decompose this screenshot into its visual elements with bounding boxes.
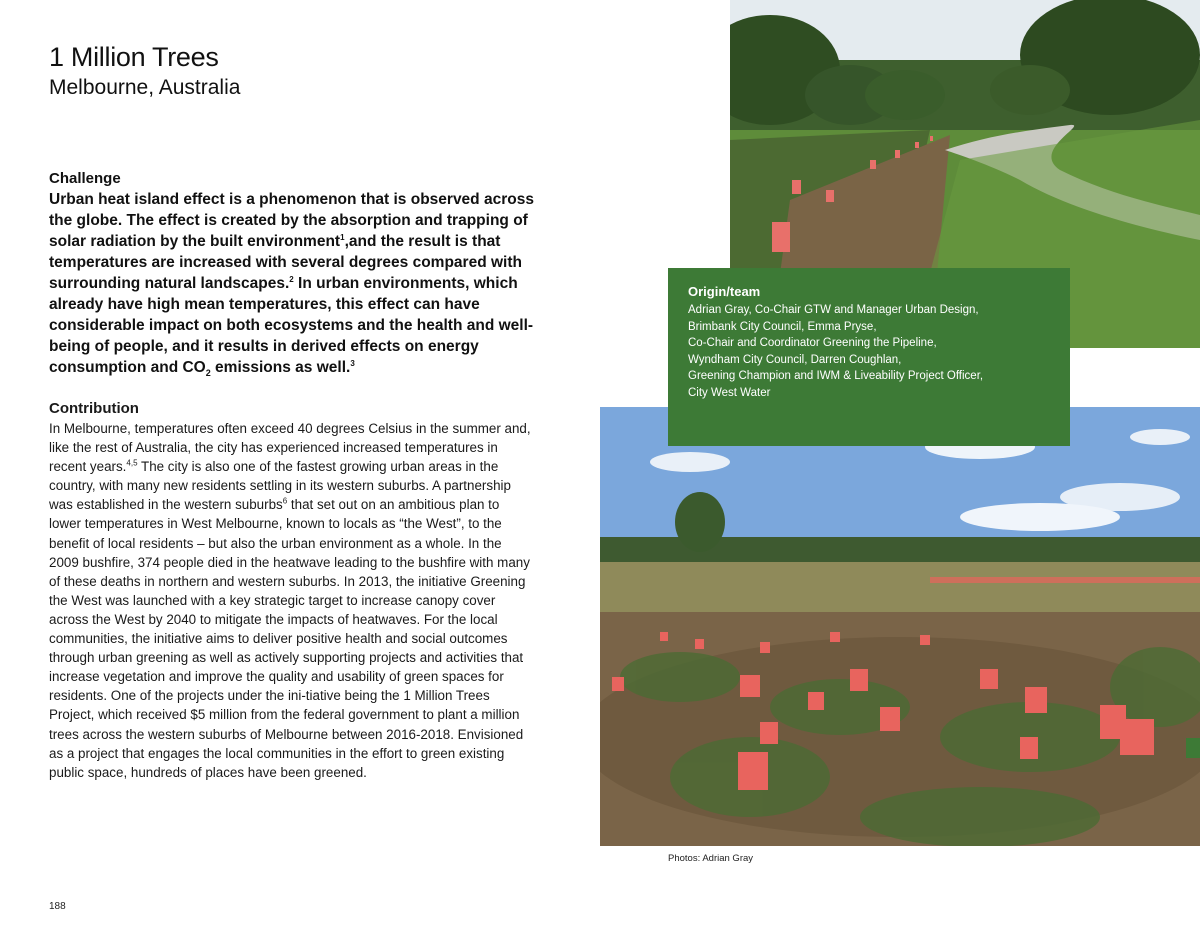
page-number: 188 <box>49 901 66 912</box>
challenge-text-4: emissions as well. <box>210 359 351 376</box>
footnote-ref-3: 3 <box>350 358 355 368</box>
contribution-body <box>49 419 535 782</box>
planted-field-illustration <box>600 407 1200 846</box>
photo-caption: Photos: Adrian Gray <box>668 853 754 864</box>
origin-team-line: City West Water <box>688 386 771 399</box>
origin-team-line: Co-Chair and Coordinator Greening the Pipeline, <box>688 337 937 350</box>
contribution-text-3: that set out on an ambitious plan to lower temperatures in West Melbourne, known to locals as “the West”, to the benefit of local residents – but also the urban environment as a whole. In the 2009 bushfire, 374 people died in the heatwave leading to the bushfire with many of these deaths in northern and western suburbs. In 2013, the initiative Greening the West was launched with a key strategic target to increase canopy cover across the West by 2040 to mitigate the impacts of heatwaves. For the local communities, the initiative aims to deliver positive health and social outcomes through urban greening as well as actively supporting projects and activities that increase vegetation and improve the quality and usability of green spaces for residents. One of the projects under the ini-tiative being the 1 Million Trees Project, which received $5 million from the federal government to plant a million trees across the western suburbs of Melbourne between 2016-2018. Envisioned as a project that engages the local communities in the effort to green existing public space, hundreds of places have been greened. <box>49 497 530 780</box>
green-edge-marker <box>1186 738 1200 758</box>
challenge-section <box>49 168 535 378</box>
footnote-ref-6: 6 <box>282 496 288 506</box>
planted-field-photo <box>600 407 1200 846</box>
origin-team-heading: Origin/team <box>688 284 761 299</box>
footnote-ref-1: 1 <box>340 232 345 242</box>
footnote-ref-2: 2 <box>289 274 294 284</box>
origin-team-line: Brimbank City Council, Emma Pryse, <box>688 320 877 333</box>
challenge-heading: Challenge <box>49 170 121 187</box>
challenge-text-2: ,and the result is that temperatures are increased with several degrees compared with surrounding natural landscapes. <box>49 233 522 292</box>
contribution-heading: Contribution <box>49 400 139 417</box>
origin-team-line: Adrian Gray, Co-Chair GTW and Manager Urban Design, <box>688 304 979 316</box>
challenge-text-3: In urban environments, which already have high mean temperatures, this effect can have considerable impact on both ecosystems and the health and well-being of people, and it results in derived effects on energy consumption and CO <box>49 275 534 376</box>
challenge-body <box>49 189 535 378</box>
contribution-text-1: In Melbourne, temperatures often exceed 40 degrees Celsius in the summer and, like the rest of Australia, the city has experienced increased temperatures in recent years. <box>49 421 531 475</box>
origin-team-box <box>668 268 1070 446</box>
origin-team-line: Wyndham City Council, Darren Coughlan, <box>688 353 902 366</box>
page-title: 1 Million Trees <box>49 42 219 72</box>
co2-subscript: 2 <box>205 368 211 379</box>
challenge-text-1: Urban heat island effect is a phenomenon that is observed across the globe. The effect is created by the absorption and trapping of solar radiation by the built environment <box>49 191 534 250</box>
origin-team-line: Greening Champion and IWM & Liveability Project Officer, <box>688 370 984 383</box>
footnote-ref-4-5: 4,5 <box>126 458 138 468</box>
contribution-section <box>49 398 535 782</box>
page-subtitle: Melbourne, Australia <box>49 76 241 99</box>
contribution-text-2: The city is also one of the fastest growing urban areas in the country, with many new residents settling in its western suburbs. A partnership was established in the western suburbs <box>49 459 511 513</box>
